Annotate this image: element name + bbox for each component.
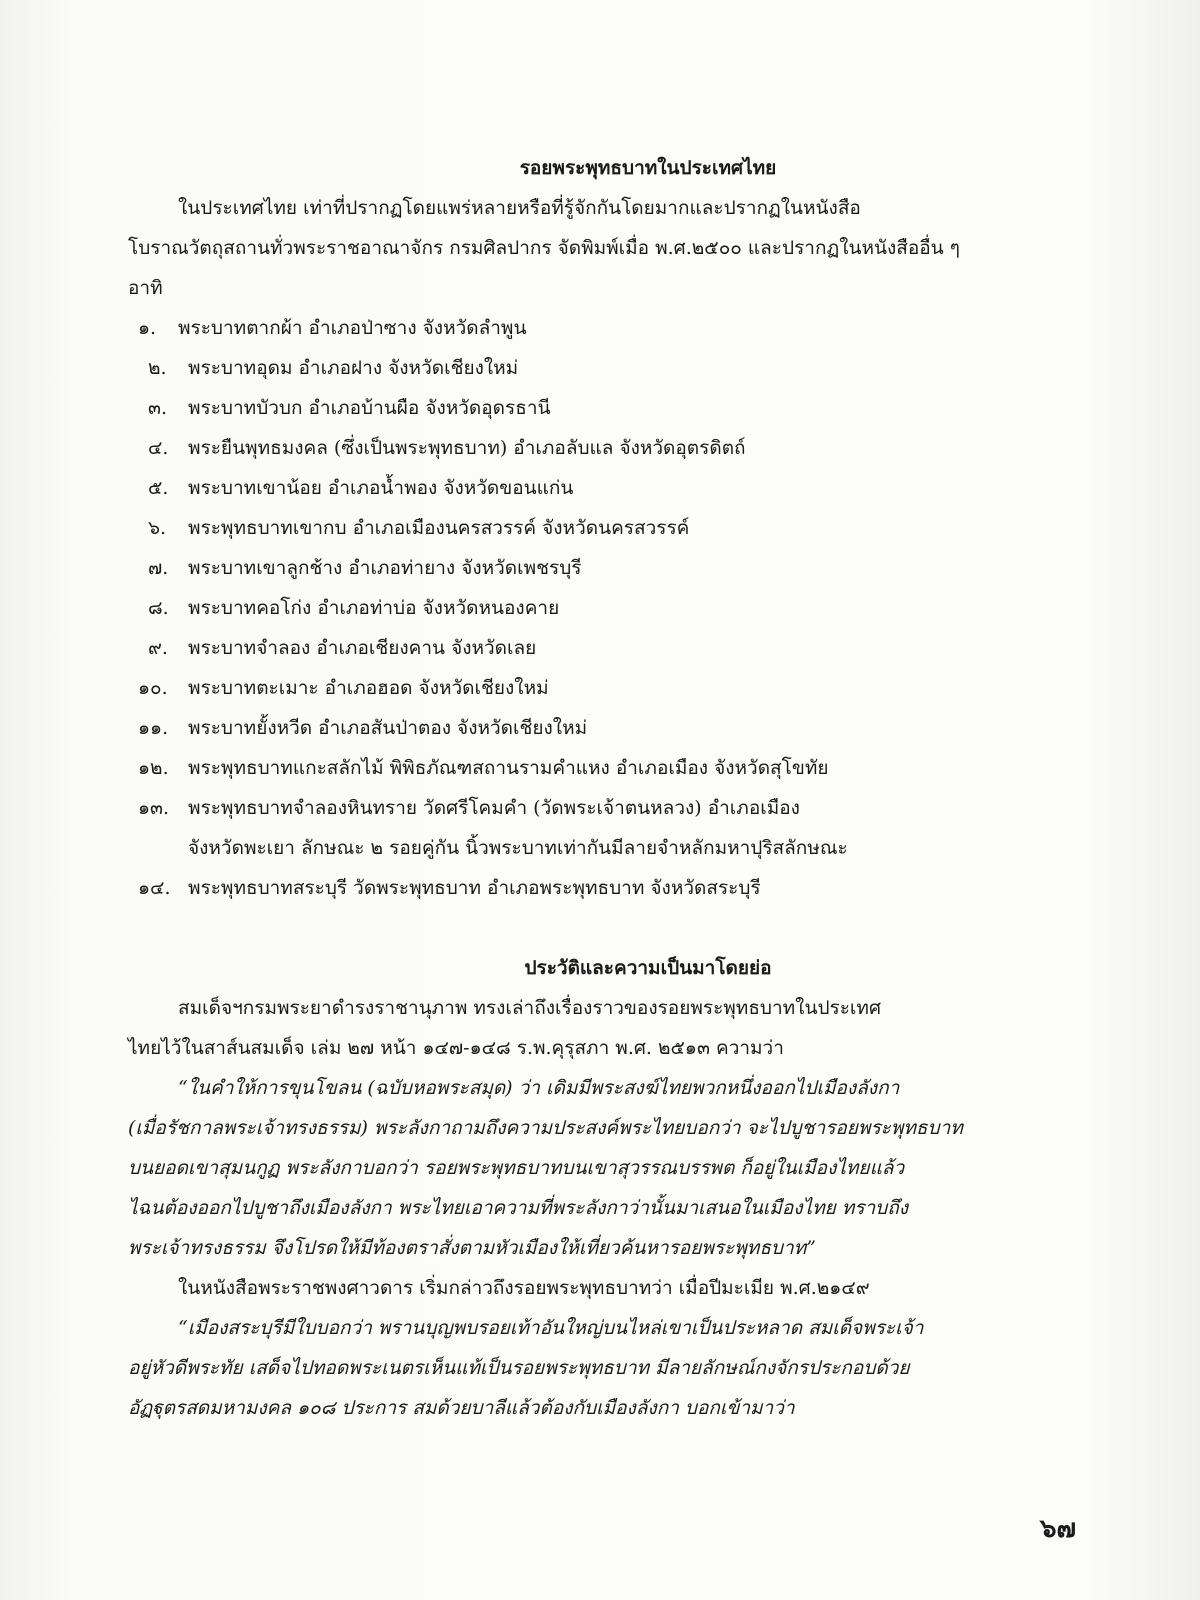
history-line-1: สมเด็จฯกรมพระยาดำรงราชานุภาพ ทรงเล่าถึงเรื่องราวของรอยพระพุทธบาทในประเทศ [178,997,881,1019]
page-number: ๖๗ [1040,1514,1077,1544]
list-number: ๑๓. [138,797,170,819]
intro-paragraph-line-2 [128,228,1118,268]
list-text: พระบาทตากผ้า อำเภอป่าซาง จังหวัดลำพูน [178,317,527,339]
list-number: ๖. [148,517,167,539]
intro-paragraph-line-1 [178,188,1118,228]
section-heading-history: ประวัติและความเป็นมาโดยย่อ [524,957,772,979]
intro-paragraph-line-3 [128,268,1118,308]
page-body [128,148,1118,1428]
quote-block-2 [128,1308,1118,1428]
list-number: ๓. [148,397,168,419]
list-item [138,748,1118,788]
list-text: พระพุทธบาทสระบุรี วัดพระพุทธบาท อำเภอพระพุทธบาท จังหวัดสระบุรี [188,877,761,899]
list-number: ๑๑. [138,717,169,739]
quote-line: “ในคำให้การขุนโขลน (ฉบับหอพระสมุด) ว่า เดิมมีพระสงฆ์ไทยพวกหนึ่งออกไปเมืองลังกา [178,1077,900,1099]
list-number: ๑๐. [138,677,168,699]
list-number: ๘. [148,597,169,619]
list-text: จังหวัดพะเยา ลักษณะ ๒ รอยคู่กัน นิ้วพระบาทเท่ากันมีลายจำหลักมหาปุริสลักษณะ [188,837,848,859]
section-spacer [178,908,1118,948]
section-heading-footprints-in-thailand: รอยพระพุทธบาทในประเทศไทย [519,157,777,179]
list-text: พระบาทตะเมาะ อำเภอฮอด จังหวัดเชียงใหม่ [188,677,549,699]
footprint-list [138,308,1118,908]
list-item [138,628,1118,668]
list-item [138,548,1118,588]
list-number: ๗. [148,557,169,579]
list-text: พระพุทธบาทแกะสลักไม้ พิพิธภัณฑสถานรามคำแหง อำเภอเมือง จังหวัดสุโขทัย [188,757,829,779]
list-item [138,588,1118,628]
list-text: พระยืนพุทธมงคล (ซึ่งเป็นพระพุทธบาท) อำเภอลับแล จังหวัดอุตรดิตถ์ [188,437,746,459]
list-number: ๙. [148,637,168,659]
intro-text-3: อาทิ [128,277,163,299]
chronicle-line: ในหนังสือพระราชพงศาวดาร เริ่มกล่าวถึงรอยพระพุทธบาทว่า เมื่อปีมะเมีย พ.ศ.๒๑๔๙ [178,1277,870,1299]
quote-line: บนยอดเขาสุมนกูฏ พระลังกาบอกว่า รอยพระพุทธบาทบนเขาสุวรรณบรรพต ก็อยู่ในเมืองไทยแล้ว [128,1157,905,1179]
list-item-continuation [138,828,1118,868]
list-number: ๑. [138,317,157,339]
quote-line: อยู่หัวดีพระทัย เสด็จไปทอดพระเนตรเห็นแท้เป็นรอยพระพุทธบาท มีลายลักษณ์กงจักรประกอบด้วย [128,1357,910,1379]
quote-line: พระเจ้าทรงธรรม จึงโปรดให้มีท้องตราสั่งตามหัวเมืองให้เที่ยวค้นหารอยพระพุทธบาท” [128,1237,816,1259]
list-text: พระบาทยั้งหวีด อำเภอสันป่าตอง จังหวัดเชียงใหม่ [188,717,588,739]
intro-text-2: โบราณวัตถุสถานทั่วพระราชอาณาจักร กรมศิลปากร จัดพิมพ์เมื่อ พ.ศ.๒๕๐๐ และปรากฏในหนังสืออื่น ๆ [128,237,960,259]
history-line-2: ไทยไว้ในสาส์นสมเด็จ เล่ม ๒๗ หน้า ๑๔๗-๑๔๘ ร.พ.คุรุสภา พ.ศ. ๒๕๑๓ ความว่า [128,1037,784,1059]
quote-block-1 [128,1068,1118,1268]
list-text: พระบาทอุดม อำเภอฝาง จังหวัดเชียงใหม่ [188,357,519,379]
list-item [138,708,1118,748]
list-item [138,668,1118,708]
list-text: พระพุทธบาทเขากบ อำเภอเมืองนครสวรรค์ จังหวัดนครสวรรค์ [188,517,690,539]
list-text: พระบาทเขาน้อย อำเภอน้ำพอง จังหวัดขอนแก่น [188,477,574,499]
list-item [138,348,1118,388]
quote-line: ไฉนต้องออกไปบูชาถึงเมืองลังกา พระไทยเอาความที่พระลังกาว่านั้นมาเสนอในเมืองไทย ทราบถึง [128,1197,909,1219]
list-number: ๑๔. [138,877,171,899]
list-item [138,788,1118,828]
list-item [138,508,1118,548]
quote-line: (เมื่อรัชกาลพระเจ้าทรงธรรม) พระลังกาถามถึงความประสงค์พระไทยบอกว่า จะไปบูชารอยพระพุทธบาท [128,1117,963,1139]
intro-text-1: ในประเทศไทย เท่าที่ปรากฏโดยแพร่หลายหรือที่รู้จักกันโดยมากและปรากฏในหนังสือ [178,197,861,219]
list-item [138,468,1118,508]
list-item [138,388,1118,428]
list-text: พระบาทเขาลูกช้าง อำเภอท่ายาง จังหวัดเพชรบุรี [188,557,582,579]
list-number: ๒. [148,357,167,379]
list-item [138,428,1118,468]
list-item [138,868,1118,908]
list-item [138,308,1118,348]
quote-line: อัฏฐุตรสดมหามงคล ๑๐๘ ประการ สมด้วยบาลีแล้วต้องกับเมืองลังกา บอกเข้ามาว่า [128,1397,795,1419]
list-text: พระบาทจำลอง อำเภอเชียงคาน จังหวัดเลย [188,637,537,659]
list-text: พระพุทธบาทจำลองหินทราย วัดศรีโคมคำ (วัดพระเจ้าตนหลวง) อำเภอเมือง [188,797,800,819]
list-number: ๕. [148,477,169,499]
list-number: ๔. [148,437,169,459]
list-number: ๑๒. [138,757,169,779]
list-text: พระบาทบัวบก อำเภอบ้านผือ จังหวัดอุดรธานี [188,397,551,419]
list-number-blank [138,828,188,868]
quote-line: “เมืองสระบุรีมีใบบอกว่า พรานบุญพบรอยเท้าอันใหญ่บนไหล่เขาเป็นประหลาด สมเด็จพระเจ้า [178,1317,924,1339]
list-text: พระบาทคอโก่ง อำเภอท่าบ่อ จังหวัดหนองคาย [188,597,560,619]
